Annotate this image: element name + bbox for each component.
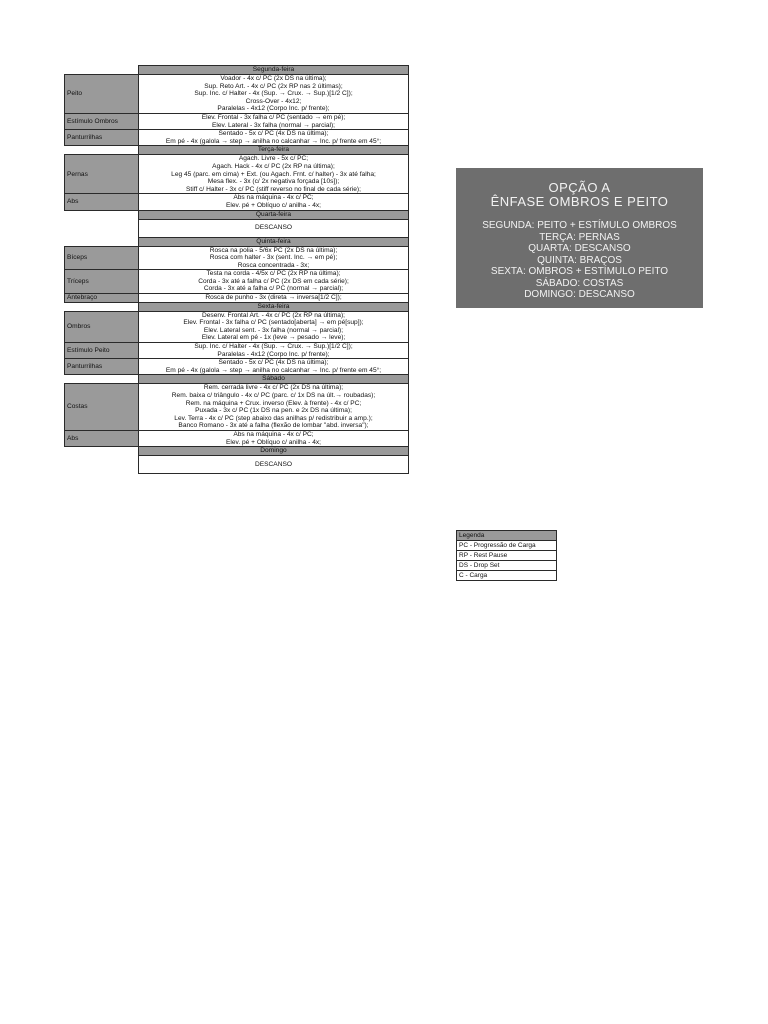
muscle-group: Estímulo Ombros — [65, 113, 139, 129]
day-row-quinta — [65, 237, 409, 246]
exercise-line: Em pé - 4x (galola → step → anilha no calcanhar → Inc. p/ frente em 45°; — [165, 366, 382, 374]
muscle-group: Ombros — [65, 311, 139, 342]
group-row — [65, 130, 409, 146]
exercise-line: Sup. Reto Art. - 4x c/ PC (2x RP nas 2 últimas); — [204, 82, 343, 90]
group-row — [65, 343, 409, 359]
day-row-sexta — [65, 302, 409, 311]
card-day-item: TERÇA: PERNAS — [539, 231, 620, 243]
exercise-line: Agach. Hack - 4x c/ PC (2x RP na última); — [212, 162, 335, 170]
exercise-line: Agach. Livre - 5x c/ PC; — [238, 155, 309, 163]
exercise-cell — [139, 359, 409, 375]
exercise-line: Elev. pé + Oblíquo c/ anilha - 4x; — [226, 201, 321, 209]
group-row — [65, 75, 409, 114]
card-day-item: SEGUNDA: PEITO + ESTÍMULO OMBROS — [482, 220, 677, 231]
muscle-group: Pernas — [65, 155, 139, 194]
group-row — [65, 246, 409, 270]
exercise-line: Paralelas - 4x12 (Corpo Inc. p/ frente); — [217, 105, 330, 113]
muscle-group: Panturrilhas — [65, 359, 139, 375]
exercise-cell — [139, 294, 409, 303]
exercise-line: Mesa flex. - 3x (c/ 2x negativa forçada [10s]); — [207, 178, 340, 186]
card-day-item: SEXTA: OMBROS + ESTÍMULO PEITO — [490, 266, 669, 277]
exercise-line: Sentado - 5x c/ PC (4x DS na última); — [218, 130, 329, 138]
day-row-terca — [65, 146, 409, 155]
exercise-line: Sentado - 5x c/ PC (4x DS na última); — [218, 359, 329, 367]
muscle-group: Estímulo Peito — [65, 343, 139, 359]
muscle-group: Costas — [65, 384, 139, 431]
exercise-line: Corda - 3x até a falha c/ PC (normal → parcial); — [203, 285, 344, 293]
muscle-group: Tríceps — [65, 270, 139, 294]
exercise-line: Sup. Inc. c/ Halter - 4x (Sup. → Crux. → Sup.)[1/2 C]); — [194, 343, 353, 351]
card-day-item: QUINTA: BRAÇOS — [537, 254, 622, 266]
card-day-item: SÁBADO: COSTAS — [535, 277, 624, 289]
muscle-group: Antebraço — [65, 294, 139, 303]
exercise-cell — [139, 384, 409, 431]
exercise-cell — [139, 246, 409, 270]
schedule-body — [65, 66, 409, 474]
exercise-cell — [139, 113, 409, 129]
exercise-line: Rem. cerrada livre - 4x c/ PC (2x DS na última); — [203, 384, 344, 392]
workout-schedule-table — [64, 65, 409, 474]
exercise-cell — [139, 194, 409, 210]
group-row — [65, 270, 409, 294]
group-row — [65, 194, 409, 210]
exercise-line: Puxada - 3x c/ PC (1x DS na pen. e 2x DS na última); — [195, 407, 352, 415]
exercise-line: Corda - 3x até a falha c/ PC (2x DS em cada série); — [198, 277, 349, 285]
muscle-group: Peito — [65, 75, 139, 114]
card-day-item: QUARTA: DESCANSO — [528, 243, 631, 254]
card-subtitle: ÊNFASE OMBROS E PEITO — [490, 194, 669, 209]
muscle-group: Panturrilhas — [65, 130, 139, 146]
exercise-cell — [139, 130, 409, 146]
group-row — [65, 155, 409, 194]
legend-item: PC - Progressão de Carga — [457, 541, 557, 551]
exercise-line: Desenv. Frontal Art. - 4x c/ PC (2x RP na última); — [201, 311, 346, 319]
day-header: Quinta-feira — [139, 237, 409, 246]
exercise-line: Leg 45 (parc. em cima) + Ext. (ou Agach. Frnt. c/ halter) - 3x até falha; — [171, 170, 376, 178]
exercise-cell — [139, 311, 409, 342]
exercise-line: Rosca de punho - 3x (direta → inversa[1/2 C]); — [205, 294, 342, 302]
day-row-quarta — [65, 210, 409, 219]
day-header: Segunda-feira — [139, 66, 409, 75]
rest-row — [65, 219, 409, 237]
day-header: Domingo — [139, 447, 409, 456]
rest-row — [65, 456, 409, 474]
muscle-group: Abs — [65, 194, 139, 210]
card-day-item: DOMINGO: DESCANSO — [524, 289, 635, 300]
exercise-cell — [139, 430, 409, 446]
exercise-line: Paralelas - 4x12 (Corpo Inc. p/ frente); — [217, 350, 330, 358]
day-header: Sábado — [139, 375, 409, 384]
muscle-group: Bíceps — [65, 246, 139, 270]
exercise-line: Cross-Over - 4x12; — [245, 97, 302, 105]
card-title: OPÇÃO A — [548, 180, 611, 195]
day-row-segunda — [65, 66, 409, 75]
exercise-line: Lev. Terra - 4x c/ PC (step abaixo das anilhas p/ redistribuir a amp.); — [174, 414, 373, 422]
day-row-domingo — [65, 447, 409, 456]
option-summary-card — [456, 168, 703, 308]
exercise-line: Elev. pé + Oblíquo c/ anilha - 4x; — [226, 438, 321, 446]
exercise-line: Voador - 4x c/ PC (2x DS na última); — [220, 75, 327, 82]
group-row — [65, 359, 409, 375]
exercise-line: Elev. Lateral - 3x falha (normal → parcial); — [211, 121, 335, 129]
exercise-line: Elev. Lateral sent. - 3x falha (normal → parcial); — [203, 326, 344, 334]
exercise-line: Banco Romano - 3x até a falha (flexão de lombar "abd. inversa"); — [178, 422, 369, 430]
rest-cell: DESCANSO — [139, 219, 409, 237]
exercise-line: Rosca na polia - 5/6x PC (2x DS na última); — [209, 246, 338, 254]
exercise-line: Abs na máquina - 4x c/ PC; — [233, 194, 314, 202]
exercise-line: Rosca concentrada - 3x; — [237, 261, 310, 269]
exercise-cell — [139, 75, 409, 114]
exercise-line: Testa na corda - 4/5x c/ PC (2x RP na última); — [206, 270, 341, 278]
exercise-line: Sup. Inc. c/ Halter - 4x (Sup. → Crux. → Sup.)[1/2 C]); — [194, 90, 353, 98]
group-row — [65, 311, 409, 342]
legend-item: RP - Rest Pause — [457, 551, 557, 561]
exercise-line: Stiff c/ Halter - 3x c/ PC (stiff reverso no final de cada série); — [186, 185, 361, 193]
card-day-list — [456, 220, 703, 301]
group-row — [65, 113, 409, 129]
group-row — [65, 384, 409, 431]
exercise-line: Elev. Frontal - 3x falha c/ PC (sentado → em pé); — [201, 113, 346, 121]
exercise-line: Rosca com halter - 3x (sent. Inc. → em pé); — [209, 254, 338, 262]
legend-item: DS - Drop Set — [457, 561, 557, 571]
group-row — [65, 430, 409, 446]
exercise-line: Elev. Lateral em pé - 1x (leve → pesado → leve); — [201, 334, 346, 342]
exercise-line: Elev. Frontal - 3x falha c/ PC (sentado[aberta] → em pé[sup]); — [183, 319, 364, 327]
legend-item: C - Carga — [457, 571, 557, 581]
exercise-cell — [139, 343, 409, 359]
exercise-line: Rem. baixa c/ triângulo - 4x c/ PC (parc. c/ 1x DS na últ.→ roubadas); — [171, 392, 376, 399]
day-header: Quarta-feira — [139, 210, 409, 219]
exercise-cell — [139, 270, 409, 294]
exercise-cell — [139, 155, 409, 194]
legend-title: Legenda — [457, 531, 557, 541]
group-row — [65, 294, 409, 303]
exercise-line: Abs na máquina - 4x c/ PC; — [233, 430, 314, 438]
day-header: Terça-feira — [139, 146, 409, 155]
exercise-line: Rem. na máquina + Crux. inverso (Elev. à frente) - 4x c/ PC; — [185, 399, 362, 407]
exercise-line: Em pé - 4x (galola → step → anilha no calcanhar → Inc. p/ frente em 45°; — [165, 137, 382, 145]
legend-table — [456, 530, 557, 581]
rest-cell: DESCANSO — [139, 456, 409, 474]
day-row-sabado — [65, 375, 409, 384]
muscle-group: Abs — [65, 430, 139, 446]
day-header: Sexta-feira — [139, 302, 409, 311]
